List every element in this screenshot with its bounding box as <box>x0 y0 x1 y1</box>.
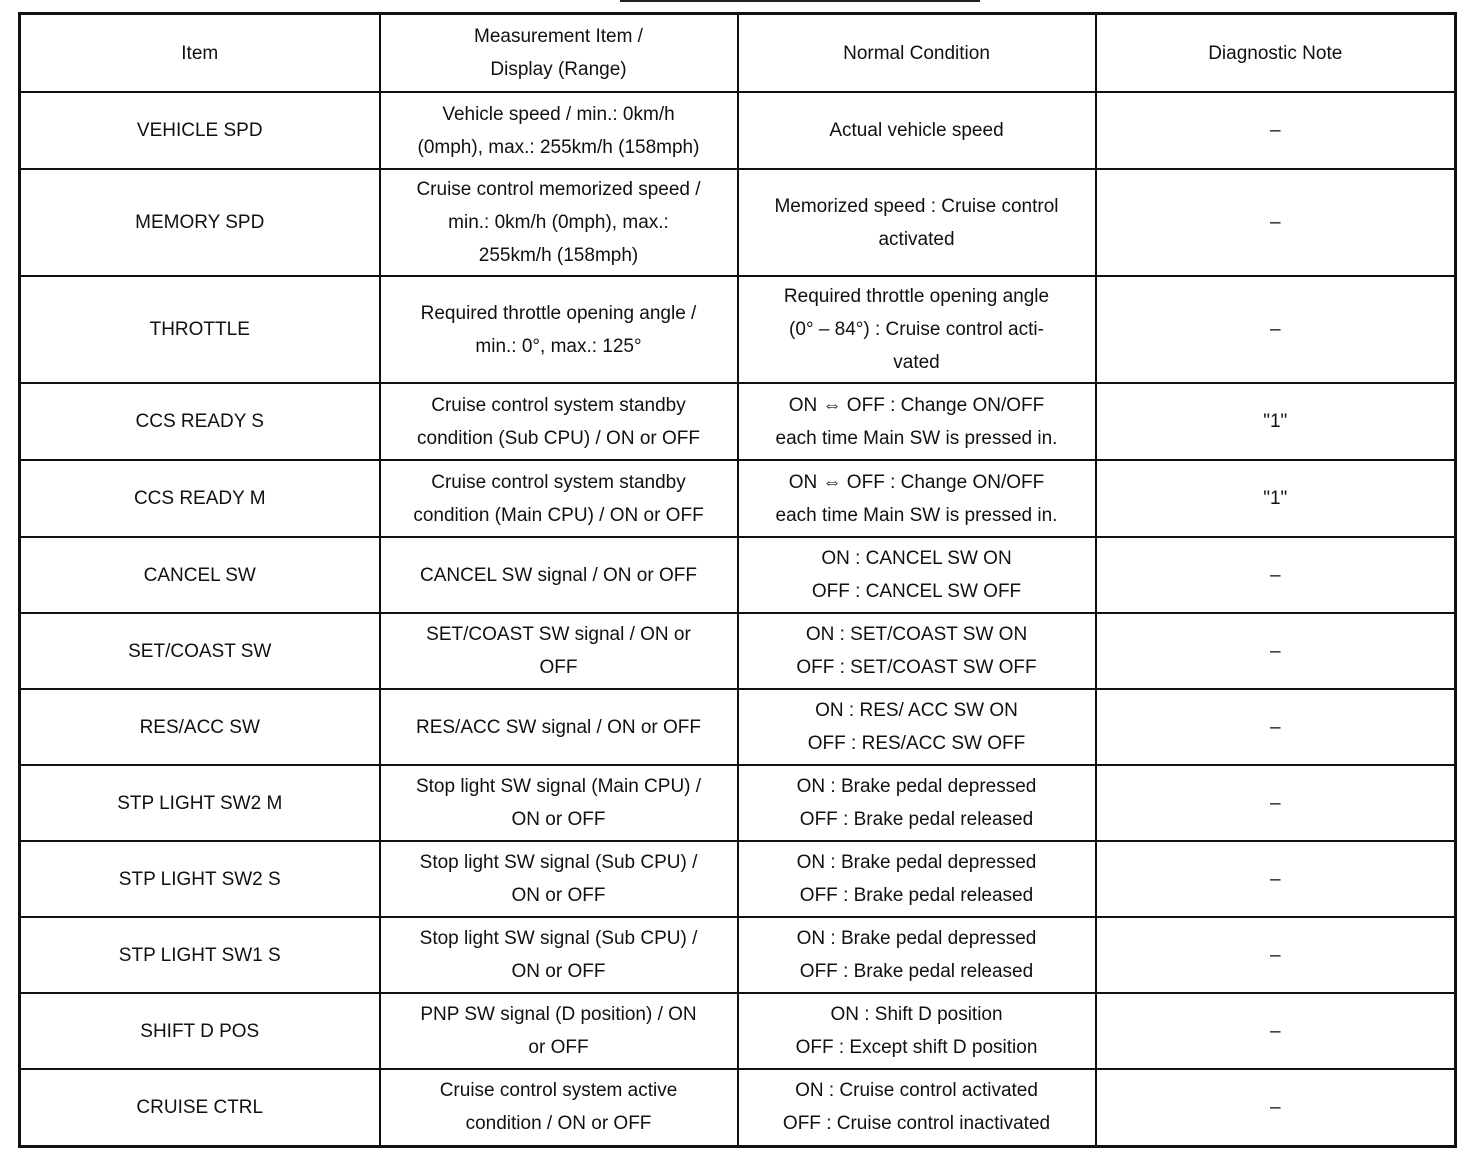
cell-diagnostic-note: – <box>1096 993 1456 1069</box>
table-row <box>20 841 1456 917</box>
cell-measurement: Cruise control system standby condition (Main CPU) / ON or OFF <box>380 460 738 537</box>
header-item: Item <box>20 14 380 93</box>
cell-diagnostic-note: – <box>1096 92 1456 169</box>
cell-normal-condition: ON : Brake pedal depressed OFF : Brake pedal released <box>738 841 1096 917</box>
cell-normal-condition: ON : RES/ ACC SW ON OFF : RES/ACC SW OFF <box>738 689 1096 765</box>
cell-normal-condition: ON : SET/COAST SW ON OFF : SET/COAST SW OFF <box>738 613 1096 689</box>
cell-item: VEHICLE SPD <box>20 92 380 169</box>
table-body <box>20 92 1456 1146</box>
table-row <box>20 917 1456 993</box>
header-row <box>20 14 1456 93</box>
cell-item: RES/ACC SW <box>20 689 380 765</box>
cell-measurement: PNP SW signal (D position) / ON or OFF <box>380 993 738 1069</box>
cell-item: CANCEL SW <box>20 537 380 613</box>
table-row <box>20 537 1456 613</box>
cell-measurement: Stop light SW signal (Main CPU) / ON or OFF <box>380 765 738 841</box>
header-measurement: Measurement Item / Display (Range) <box>380 14 738 93</box>
table-row <box>20 765 1456 841</box>
data-list-table <box>18 12 1457 1148</box>
cell-item: SET/COAST SW <box>20 613 380 689</box>
cell-measurement: Vehicle speed / min.: 0km/h (0mph), max.: 255km/h (158mph) <box>380 92 738 169</box>
cell-item: STP LIGHT SW1 S <box>20 917 380 993</box>
cell-item: MEMORY SPD <box>20 169 380 276</box>
cell-item: STP LIGHT SW2 S <box>20 841 380 917</box>
cell-normal-condition: ON : Cruise control activated OFF : Cruise control inactivated <box>738 1069 1096 1146</box>
cell-diagnostic-note: – <box>1096 689 1456 765</box>
table-row <box>20 993 1456 1069</box>
cell-diagnostic-note: – <box>1096 613 1456 689</box>
cell-diagnostic-note: – <box>1096 537 1456 613</box>
table-row <box>20 92 1456 169</box>
cell-diagnostic-note: – <box>1096 169 1456 276</box>
cell-measurement: CANCEL SW signal / ON or OFF <box>380 537 738 613</box>
cell-normal-condition: ON : Brake pedal depressed OFF : Brake pedal released <box>738 917 1096 993</box>
table-row <box>20 689 1456 765</box>
cell-normal-condition: ON : Shift D position OFF : Except shift D position <box>738 993 1096 1069</box>
table-row <box>20 460 1456 537</box>
header-diagnostic-note: Diagnostic Note <box>1096 14 1456 93</box>
cell-item: STP LIGHT SW2 M <box>20 765 380 841</box>
cell-measurement: RES/ACC SW signal / ON or OFF <box>380 689 738 765</box>
cell-normal-condition: Required throttle opening angle (0° – 84°) : Cruise control acti- vated <box>738 276 1096 383</box>
cell-diagnostic-note: "1" <box>1096 383 1456 460</box>
cell-diagnostic-note: – <box>1096 917 1456 993</box>
cell-measurement: SET/COAST SW signal / ON or OFF <box>380 613 738 689</box>
table-header <box>20 14 1456 93</box>
cell-diagnostic-note: – <box>1096 765 1456 841</box>
header-normal-condition: Normal Condition <box>738 14 1096 93</box>
table-row <box>20 169 1456 276</box>
cell-item: SHIFT D POS <box>20 993 380 1069</box>
cell-measurement: Stop light SW signal (Sub CPU) / ON or OFF <box>380 841 738 917</box>
table-row <box>20 383 1456 460</box>
cell-diagnostic-note: – <box>1096 1069 1456 1146</box>
cell-item: CRUISE CTRL <box>20 1069 380 1146</box>
table-row <box>20 276 1456 383</box>
table-row <box>20 1069 1456 1146</box>
cell-normal-condition: Memorized speed : Cruise control activated <box>738 169 1096 276</box>
cell-diagnostic-note: – <box>1096 276 1456 383</box>
cell-measurement: Required throttle opening angle / min.: 0°, max.: 125° <box>380 276 738 383</box>
cell-normal-condition: ON ⇔ OFF : Change ON/OFF each time Main SW is pressed in. <box>738 383 1096 460</box>
cell-item: CCS READY S <box>20 383 380 460</box>
cell-normal-condition: ON : CANCEL SW ON OFF : CANCEL SW OFF <box>738 537 1096 613</box>
cell-item: THROTTLE <box>20 276 380 383</box>
cell-normal-condition: ON : Brake pedal depressed OFF : Brake pedal released <box>738 765 1096 841</box>
table-row <box>20 613 1456 689</box>
cell-normal-condition: ON ⇔ OFF : Change ON/OFF each time Main SW is pressed in. <box>738 460 1096 537</box>
cropped-caption-line <box>620 0 980 7</box>
cell-diagnostic-note: – <box>1096 841 1456 917</box>
cell-measurement: Stop light SW signal (Sub CPU) / ON or OFF <box>380 917 738 993</box>
cell-diagnostic-note: "1" <box>1096 460 1456 537</box>
cell-normal-condition: Actual vehicle speed <box>738 92 1096 169</box>
cell-measurement: Cruise control memorized speed / min.: 0km/h (0mph), max.: 255km/h (158mph) <box>380 169 738 276</box>
cell-measurement: Cruise control system active condition / ON or OFF <box>380 1069 738 1146</box>
cell-item: CCS READY M <box>20 460 380 537</box>
cell-measurement: Cruise control system standby condition (Sub CPU) / ON or OFF <box>380 383 738 460</box>
